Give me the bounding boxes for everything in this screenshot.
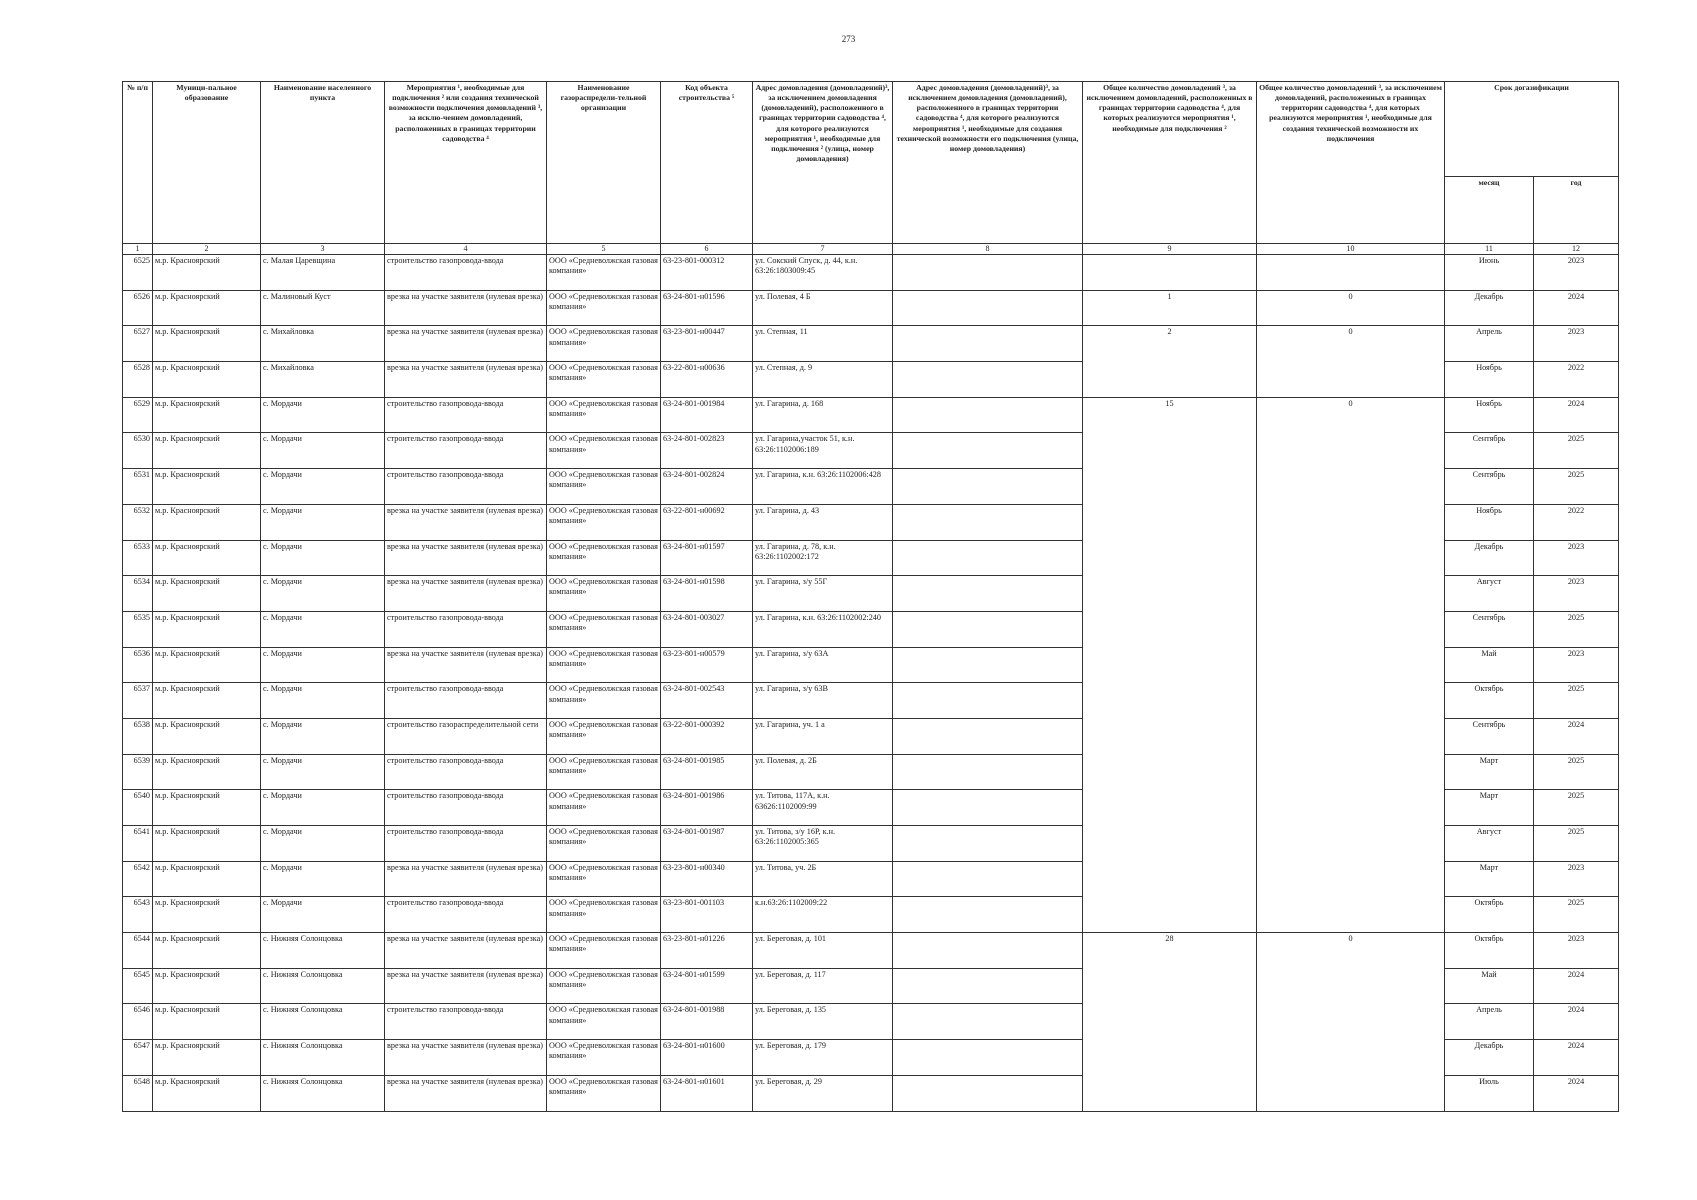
year-cell: 2024 — [1534, 718, 1619, 754]
column-number: 4 — [385, 244, 547, 255]
row-number: 6529 — [123, 397, 153, 433]
month-cell: Август — [1445, 576, 1534, 612]
header-count-technical: Общее количество домовладений ³, за исключением домовладений, расположенных в границах территории садоводства ⁴, для которых реализуются мероприятия ¹, необходимые для создания технической возможности их подключения — [1257, 82, 1445, 244]
address-cell: ул. Гагарина, з/у 63А — [753, 647, 893, 683]
organization-cell: ООО «Средневолжская газовая компания» — [547, 897, 661, 933]
object-code-cell: 63-24-801-002543 — [661, 683, 753, 719]
month-cell: Декабрь — [1445, 290, 1534, 326]
month-cell: Декабрь — [1445, 1040, 1534, 1076]
row-number: 6541 — [123, 826, 153, 862]
event-cell: врезка на участке заявителя (нулевая врезка) — [385, 362, 547, 398]
address-technical-cell — [893, 255, 1083, 291]
row-number: 6548 — [123, 1075, 153, 1111]
municipality-cell: м.р. Красноярский — [153, 576, 261, 612]
address-cell: ул. Гагарина,участок 51, к.н. 63:26:1102006:189 — [753, 433, 893, 469]
count-connection-cell — [1083, 255, 1257, 291]
object-code-cell: 63-24-801-н01599 — [661, 968, 753, 1004]
header-count-connection: Общее количество домовладений ³, за исключением домовладений, расположенных в границах территории садоводства ⁴, для которых реализуются мероприятия ¹, необходимые для подключения ² — [1083, 82, 1257, 244]
address-cell: ул. Степная, 11 — [753, 326, 893, 362]
address-technical-cell — [893, 326, 1083, 362]
address-cell: ул. Береговая, д. 101 — [753, 933, 893, 969]
row-number: 6538 — [123, 718, 153, 754]
object-code-cell: 63-23-801-н00340 — [661, 861, 753, 897]
event-cell: строительство газопровода-ввода — [385, 897, 547, 933]
municipality-cell: м.р. Красноярский — [153, 326, 261, 362]
event-cell: врезка на участке заявителя (нулевая врезка) — [385, 576, 547, 612]
organization-cell: ООО «Средневолжская газовая компания» — [547, 861, 661, 897]
column-number: 3 — [261, 244, 385, 255]
header-address-connection: Адрес домовладения (домовладений)³, за исключением домовладения (домовладений), расположенного в границах территории садоводства ⁴, для которого реализуются мероприятия ¹, необходимые для подключения ² (улица, номер домовладения) — [753, 82, 893, 244]
event-cell: врезка на участке заявителя (нулевая врезка) — [385, 1075, 547, 1111]
header-events: Мероприятия ¹, необходимые для подключения ² или создания технической возможности подключения домовладений ³, за исклю-чением домовладений, расположенных в границах территории садоводства ⁴ — [385, 82, 547, 244]
year-cell: 2022 — [1534, 504, 1619, 540]
address-cell: ул. Степная, д. 9 — [753, 362, 893, 398]
object-code-cell: 63-24-801-001984 — [661, 397, 753, 433]
address-technical-cell — [893, 540, 1083, 576]
settlement-cell: с. Михайловка — [261, 326, 385, 362]
count-technical-cell: 0 — [1257, 290, 1445, 326]
event-cell: строительство газопровода-ввода — [385, 826, 547, 862]
event-cell: врезка на участке заявителя (нулевая врезка) — [385, 647, 547, 683]
settlement-cell: с. Малая Царевщина — [261, 255, 385, 291]
object-code-cell: 63-23-801-000312 — [661, 255, 753, 291]
municipality-cell: м.р. Красноярский — [153, 861, 261, 897]
object-code-cell: 63-23-801-н00579 — [661, 647, 753, 683]
address-cell: ул. Титова, з/у 16Р, к.н. 63:26:1102005:365 — [753, 826, 893, 862]
column-number: 2 — [153, 244, 261, 255]
object-code-cell: 63-23-801-001103 — [661, 897, 753, 933]
event-cell: врезка на участке заявителя (нулевая врезка) — [385, 1040, 547, 1076]
column-number: 10 — [1257, 244, 1445, 255]
table-row — [123, 255, 1619, 291]
row-number: 6533 — [123, 540, 153, 576]
object-code-cell: 63-22-801-н00692 — [661, 504, 753, 540]
month-cell: Июнь — [1445, 255, 1534, 291]
table-body — [123, 255, 1619, 1112]
year-cell: 2025 — [1534, 754, 1619, 790]
settlement-cell: с. Мордачи — [261, 504, 385, 540]
settlement-cell: с. Мордачи — [261, 576, 385, 612]
organization-cell: ООО «Средневолжская газовая компания» — [547, 1004, 661, 1040]
address-cell: ул. Титова, 117А, к.н. 63626:1102009:99 — [753, 790, 893, 826]
year-cell: 2023 — [1534, 540, 1619, 576]
event-cell: врезка на участке заявителя (нулевая врезка) — [385, 933, 547, 969]
address-cell: ул. Гагарина, д. 78, к.н. 63:26:1102002:172 — [753, 540, 893, 576]
address-technical-cell — [893, 1040, 1083, 1076]
municipality-cell: м.р. Красноярский — [153, 826, 261, 862]
month-cell: Март — [1445, 861, 1534, 897]
month-cell: Апрель — [1445, 1004, 1534, 1040]
settlement-cell: с. Мордачи — [261, 611, 385, 647]
municipality-cell: м.р. Красноярский — [153, 754, 261, 790]
address-cell: ул. Гагарина, з/у 63В — [753, 683, 893, 719]
row-number: 6528 — [123, 362, 153, 398]
header-settlement: Наименование населенного пункта — [261, 82, 385, 244]
address-technical-cell — [893, 469, 1083, 505]
address-cell: ул. Полевая, д. 2Б — [753, 754, 893, 790]
organization-cell: ООО «Средневолжская газовая компания» — [547, 362, 661, 398]
object-code-cell: 63-24-801-001988 — [661, 1004, 753, 1040]
settlement-cell: с. Мордачи — [261, 433, 385, 469]
organization-cell: ООО «Средневолжская газовая компания» — [547, 683, 661, 719]
object-code-cell: 63-24-801-н01596 — [661, 290, 753, 326]
settlement-cell: с. Мордачи — [261, 540, 385, 576]
municipality-cell: м.р. Красноярский — [153, 469, 261, 505]
organization-cell: ООО «Средневолжская газовая компания» — [547, 433, 661, 469]
object-code-cell: 63-24-801-н01598 — [661, 576, 753, 612]
column-number: 8 — [893, 244, 1083, 255]
address-technical-cell — [893, 1075, 1083, 1111]
municipality-cell: м.р. Красноярский — [153, 611, 261, 647]
municipality-cell: м.р. Красноярский — [153, 1004, 261, 1040]
header-address-technical: Адрес домовладения (домовладений)³, за исключением домовладения (домовладений), расположенного в границах территории садоводства ⁴, для которого реализуются мероприятия ¹, необходимые для создания технической возможности его подключения (улица, номер домовладения) — [893, 82, 1083, 244]
object-code-cell: 63-24-801-003027 — [661, 611, 753, 647]
organization-cell: ООО «Средневолжская газовая компания» — [547, 790, 661, 826]
address-cell: к.н.63:26:1102009:22 — [753, 897, 893, 933]
year-cell: 2025 — [1534, 433, 1619, 469]
address-technical-cell — [893, 754, 1083, 790]
month-cell: Октябрь — [1445, 897, 1534, 933]
year-cell: 2023 — [1534, 933, 1619, 969]
count-technical-cell: 0 — [1257, 326, 1445, 397]
event-cell: строительство газопровода-ввода — [385, 397, 547, 433]
address-cell: ул. Гагарина, д. 43 — [753, 504, 893, 540]
object-code-cell: 63-24-801-001985 — [661, 754, 753, 790]
settlement-cell: с. Мордачи — [261, 718, 385, 754]
count-technical-cell — [1257, 255, 1445, 291]
organization-cell: ООО «Средневолжская газовая компания» — [547, 718, 661, 754]
year-cell: 2025 — [1534, 683, 1619, 719]
organization-cell: ООО «Средневолжская газовая компания» — [547, 326, 661, 362]
address-cell: ул. Береговая, д. 179 — [753, 1040, 893, 1076]
table-row — [123, 933, 1619, 969]
column-number: 5 — [547, 244, 661, 255]
address-cell: ул. Гагарина, к.н. 63:26:1102002:240 — [753, 611, 893, 647]
address-cell: ул. Гагарина, уч. 1 а — [753, 718, 893, 754]
event-cell: строительство газопровода-ввода — [385, 255, 547, 291]
organization-cell: ООО «Средневолжская газовая компания» — [547, 504, 661, 540]
year-cell: 2024 — [1534, 1040, 1619, 1076]
organization-cell: ООО «Средневолжская газовая компания» — [547, 647, 661, 683]
page-number: 273 — [841, 34, 856, 44]
address-cell: ул. Полевая, 4 Б — [753, 290, 893, 326]
settlement-cell: с. Мордачи — [261, 469, 385, 505]
year-cell: 2025 — [1534, 611, 1619, 647]
month-cell: Март — [1445, 754, 1534, 790]
column-number: 6 — [661, 244, 753, 255]
address-cell: ул. Береговая, д. 117 — [753, 968, 893, 1004]
municipality-cell: м.р. Красноярский — [153, 968, 261, 1004]
count-connection-cell: 1 — [1083, 290, 1257, 326]
year-cell: 2023 — [1534, 255, 1619, 291]
object-code-cell: 63-24-801-001986 — [661, 790, 753, 826]
municipality-cell: м.р. Красноярский — [153, 397, 261, 433]
row-number: 6534 — [123, 576, 153, 612]
table-row — [123, 326, 1619, 362]
address-technical-cell — [893, 861, 1083, 897]
address-technical-cell — [893, 933, 1083, 969]
column-number: 7 — [753, 244, 893, 255]
address-cell: ул. Титова, уч. 2Б — [753, 861, 893, 897]
year-cell: 2024 — [1534, 968, 1619, 1004]
count-connection-cell: 28 — [1083, 933, 1257, 1111]
row-number: 6543 — [123, 897, 153, 933]
address-technical-cell — [893, 576, 1083, 612]
address-technical-cell — [893, 433, 1083, 469]
address-technical-cell — [893, 504, 1083, 540]
address-cell: ул. Береговая, д. 29 — [753, 1075, 893, 1111]
month-cell: Декабрь — [1445, 540, 1534, 576]
address-technical-cell — [893, 790, 1083, 826]
row-number: 6545 — [123, 968, 153, 1004]
address-technical-cell — [893, 683, 1083, 719]
column-numbers-row — [123, 244, 1619, 255]
month-cell: Сентябрь — [1445, 611, 1534, 647]
organization-cell: ООО «Средневолжская газовая компания» — [547, 469, 661, 505]
event-cell: строительство газопровода-ввода — [385, 790, 547, 826]
month-cell: Сентябрь — [1445, 433, 1534, 469]
year-cell: 2023 — [1534, 576, 1619, 612]
header-municipality: Муници-пальное образование — [153, 82, 261, 244]
address-technical-cell — [893, 897, 1083, 933]
row-number: 6525 — [123, 255, 153, 291]
municipality-cell: м.р. Красноярский — [153, 683, 261, 719]
address-technical-cell — [893, 647, 1083, 683]
header-number: № п/п — [123, 82, 153, 244]
municipality-cell: м.р. Красноярский — [153, 362, 261, 398]
settlement-cell: с. Нижняя Солонцовка — [261, 933, 385, 969]
row-number: 6544 — [123, 933, 153, 969]
event-cell: врезка на участке заявителя (нулевая врезка) — [385, 326, 547, 362]
row-number: 6532 — [123, 504, 153, 540]
row-number: 6537 — [123, 683, 153, 719]
event-cell: врезка на участке заявителя (нулевая врезка) — [385, 968, 547, 1004]
month-cell: Ноябрь — [1445, 362, 1534, 398]
gasification-table — [122, 81, 1619, 1112]
address-technical-cell — [893, 1004, 1083, 1040]
organization-cell: ООО «Средневолжская газовая компания» — [547, 933, 661, 969]
event-cell: врезка на участке заявителя (нулевая врезка) — [385, 504, 547, 540]
settlement-cell: с. Нижняя Солонцовка — [261, 968, 385, 1004]
address-cell: ул. Береговая, д. 135 — [753, 1004, 893, 1040]
settlement-cell: с. Нижняя Солонцовка — [261, 1075, 385, 1111]
organization-cell: ООО «Средневолжская газовая компания» — [547, 1075, 661, 1111]
count-connection-cell: 2 — [1083, 326, 1257, 397]
header-object-code: Код объекта строительства ⁵ — [661, 82, 753, 244]
month-cell: Сентябрь — [1445, 469, 1534, 505]
municipality-cell: м.р. Красноярский — [153, 433, 261, 469]
header-year: год — [1534, 177, 1619, 244]
row-number: 6547 — [123, 1040, 153, 1076]
month-cell: Октябрь — [1445, 933, 1534, 969]
count-technical-cell: 0 — [1257, 933, 1445, 1111]
settlement-cell: с. Нижняя Солонцовка — [261, 1040, 385, 1076]
column-number: 1 — [123, 244, 153, 255]
organization-cell: ООО «Средневолжская газовая компания» — [547, 290, 661, 326]
column-number: 12 — [1534, 244, 1619, 255]
municipality-cell: м.р. Красноярский — [153, 647, 261, 683]
event-cell: строительство газопровода-ввода — [385, 611, 547, 647]
row-number: 6535 — [123, 611, 153, 647]
row-number: 6540 — [123, 790, 153, 826]
address-technical-cell — [893, 718, 1083, 754]
object-code-cell: 63-24-801-002823 — [661, 433, 753, 469]
municipality-cell: м.р. Красноярский — [153, 540, 261, 576]
object-code-cell: 63-23-801-н00447 — [661, 326, 753, 362]
object-code-cell: 63-24-801-н01600 — [661, 1040, 753, 1076]
organization-cell: ООО «Средневолжская газовая компания» — [547, 397, 661, 433]
organization-cell: ООО «Средневолжская газовая компания» — [547, 1040, 661, 1076]
organization-cell: ООО «Средневолжская газовая компания» — [547, 754, 661, 790]
header-organization: Наименование газораспредели-тельной организации — [547, 82, 661, 244]
row-number: 6531 — [123, 469, 153, 505]
object-code-cell: 63-24-801-н01601 — [661, 1075, 753, 1111]
table-row — [123, 290, 1619, 326]
object-code-cell: 63-24-801-002824 — [661, 469, 753, 505]
settlement-cell: с. Мордачи — [261, 647, 385, 683]
municipality-cell: м.р. Красноярский — [153, 290, 261, 326]
year-cell: 2023 — [1534, 647, 1619, 683]
row-number: 6527 — [123, 326, 153, 362]
address-technical-cell — [893, 362, 1083, 398]
event-cell: врезка на участке заявителя (нулевая врезка) — [385, 290, 547, 326]
year-cell: 2025 — [1534, 790, 1619, 826]
year-cell: 2024 — [1534, 1004, 1619, 1040]
month-cell: Ноябрь — [1445, 504, 1534, 540]
organization-cell: ООО «Средневолжская газовая компания» — [547, 826, 661, 862]
address-technical-cell — [893, 397, 1083, 433]
month-cell: Ноябрь — [1445, 397, 1534, 433]
settlement-cell: с. Мордачи — [261, 897, 385, 933]
year-cell: 2024 — [1534, 290, 1619, 326]
year-cell: 2023 — [1534, 326, 1619, 362]
column-number: 11 — [1445, 244, 1534, 255]
municipality-cell: м.р. Красноярский — [153, 1075, 261, 1111]
address-technical-cell — [893, 826, 1083, 862]
header-deadline: Срок догазификации — [1445, 82, 1619, 177]
address-technical-cell — [893, 290, 1083, 326]
address-cell: ул. Гагарина, д. 168 — [753, 397, 893, 433]
organization-cell: ООО «Средневолжская газовая компания» — [547, 611, 661, 647]
month-cell: Март — [1445, 790, 1534, 826]
month-cell: Июль — [1445, 1075, 1534, 1111]
organization-cell: ООО «Средневолжская газовая компания» — [547, 576, 661, 612]
municipality-cell: м.р. Красноярский — [153, 933, 261, 969]
address-technical-cell — [893, 611, 1083, 647]
year-cell: 2025 — [1534, 469, 1619, 505]
year-cell: 2025 — [1534, 826, 1619, 862]
header-month: месяц — [1445, 177, 1534, 244]
event-cell: строительство газопровода-ввода — [385, 469, 547, 505]
organization-cell: ООО «Средневолжская газовая компания» — [547, 255, 661, 291]
month-cell: Апрель — [1445, 326, 1534, 362]
settlement-cell: с. Михайловка — [261, 362, 385, 398]
settlement-cell: с. Мордачи — [261, 683, 385, 719]
count-connection-cell: 15 — [1083, 397, 1257, 932]
object-code-cell: 63-22-801-000392 — [661, 718, 753, 754]
settlement-cell: с. Мордачи — [261, 826, 385, 862]
event-cell: строительство газопровода-ввода — [385, 433, 547, 469]
object-code-cell: 63-22-801-н00636 — [661, 362, 753, 398]
address-technical-cell — [893, 968, 1083, 1004]
month-cell: Август — [1445, 826, 1534, 862]
year-cell: 2023 — [1534, 861, 1619, 897]
year-cell: 2024 — [1534, 397, 1619, 433]
settlement-cell: с. Мордачи — [261, 861, 385, 897]
object-code-cell: 63-24-801-н01597 — [661, 540, 753, 576]
settlement-cell: с. Мордачи — [261, 790, 385, 826]
address-cell: ул. Гагарина, з/у 55Г — [753, 576, 893, 612]
year-cell: 2022 — [1534, 362, 1619, 398]
table-row — [123, 397, 1619, 433]
organization-cell: ООО «Средневолжская газовая компания» — [547, 968, 661, 1004]
month-cell: Май — [1445, 968, 1534, 1004]
municipality-cell: м.р. Красноярский — [153, 790, 261, 826]
municipality-cell: м.р. Красноярский — [153, 1040, 261, 1076]
row-number: 6539 — [123, 754, 153, 790]
year-cell: 2024 — [1534, 1075, 1619, 1111]
year-cell: 2025 — [1534, 897, 1619, 933]
row-number: 6526 — [123, 290, 153, 326]
object-code-cell: 63-23-801-н01226 — [661, 933, 753, 969]
municipality-cell: м.р. Красноярский — [153, 255, 261, 291]
settlement-cell: с. Нижняя Солонцовка — [261, 1004, 385, 1040]
event-cell: врезка на участке заявителя (нулевая врезка) — [385, 861, 547, 897]
row-number: 6536 — [123, 647, 153, 683]
object-code-cell: 63-24-801-001987 — [661, 826, 753, 862]
address-cell: ул. Сокский Спуск, д. 44, к.н. 63:26:1803009:45 — [753, 255, 893, 291]
municipality-cell: м.р. Красноярский — [153, 504, 261, 540]
row-number: 6546 — [123, 1004, 153, 1040]
event-cell: строительство газораспределительной сети — [385, 718, 547, 754]
organization-cell: ООО «Средневолжская газовая компания» — [547, 540, 661, 576]
municipality-cell: м.р. Красноярский — [153, 897, 261, 933]
month-cell: Октябрь — [1445, 683, 1534, 719]
event-cell: строительство газопровода-ввода — [385, 754, 547, 790]
row-number: 6542 — [123, 861, 153, 897]
month-cell: Май — [1445, 647, 1534, 683]
event-cell: врезка на участке заявителя (нулевая врезка) — [385, 540, 547, 576]
settlement-cell: с. Мордачи — [261, 397, 385, 433]
settlement-cell: с. Малиновый Куст — [261, 290, 385, 326]
column-number: 9 — [1083, 244, 1257, 255]
row-number: 6530 — [123, 433, 153, 469]
event-cell: строительство газопровода-ввода — [385, 683, 547, 719]
settlement-cell: с. Мордачи — [261, 754, 385, 790]
count-technical-cell: 0 — [1257, 397, 1445, 932]
event-cell: строительство газопровода-ввода — [385, 1004, 547, 1040]
municipality-cell: м.р. Красноярский — [153, 718, 261, 754]
address-cell: ул. Гагарина, к.н. 63:26:1102006:428 — [753, 469, 893, 505]
month-cell: Сентябрь — [1445, 718, 1534, 754]
